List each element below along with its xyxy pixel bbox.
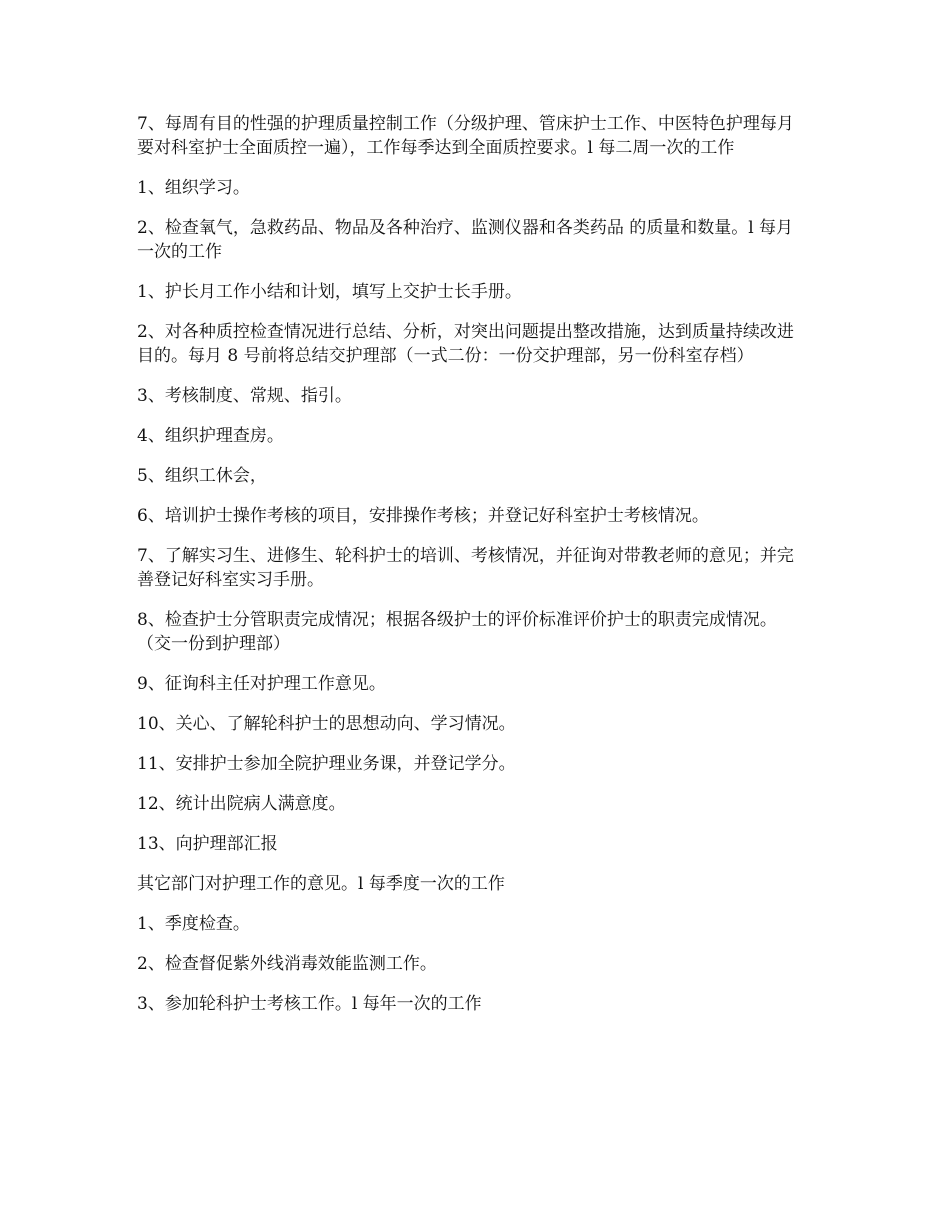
paragraph: 3、考核制度、常规、指引。 [137,386,352,406]
paragraph: 1、护长月工作小结和计划，填写上交护士长手册。 [137,282,522,302]
document-body [137,112,802,1032]
paragraph: 7、每周有目的性强的护理质量控制工作（分级护理、管床护士工作、中医特色护理每月要对科室护士全面质控一遍），工作每季达到全面质控要求。l 每二周一次的工作 [137,114,794,158]
paragraph: 2、对各种质控检查情况进行总结、分析，对突出问题提出整改措施，达到质量持续改进目的。每月 8 号前将总结交护理部（一式二份：一份交护理部，另一份科室存档） [137,322,794,366]
paragraph: 7、了解实习生、进修生、轮科护士的培训、考核情况，并征询对带教老师的意见；并完善登记好科室实习手册。 [137,546,794,590]
paragraph: 12、统计出院病人满意度。 [137,794,346,814]
paragraph: 13、向护理部汇报 [137,834,278,854]
paragraph: 3、参加轮科护士考核工作。l 每年一次的工作 [137,994,482,1014]
paragraph: 1、季度检查。 [137,914,250,934]
paragraph: 6、培训护士操作考核的项目，安排操作考核；并登记好科室护士考核情况。 [137,506,709,526]
paragraph: 2、检查督促紫外线消毒效能监测工作。 [137,954,437,974]
paragraph: 5、组织工休会， [137,466,267,486]
paragraph: 4、组织护理查房。 [137,426,284,446]
paragraph: 2、检查氧气，急救药品、物品及各种治疗、监测仪器和各类药品 的质量和数量。l 每月一次的工作 [137,218,794,262]
paragraph: 8、检查护士分管职责完成情况；根据各级护士的评价标准评价护士的职责完成情况。（交一份到护理部） [137,610,777,654]
paragraph: 9、征询科主任对护理工作意见。 [137,674,386,694]
paragraph: 11、安排护士参加全院护理业务课，并登记学分。 [137,754,516,774]
paragraph: 1、组织学习。 [137,178,250,198]
paragraph: 10、关心、了解轮科护士的思想动向、学习情况。 [137,714,516,734]
paragraph: 其它部门对护理工作的意见。l 每季度一次的工作 [137,874,505,894]
